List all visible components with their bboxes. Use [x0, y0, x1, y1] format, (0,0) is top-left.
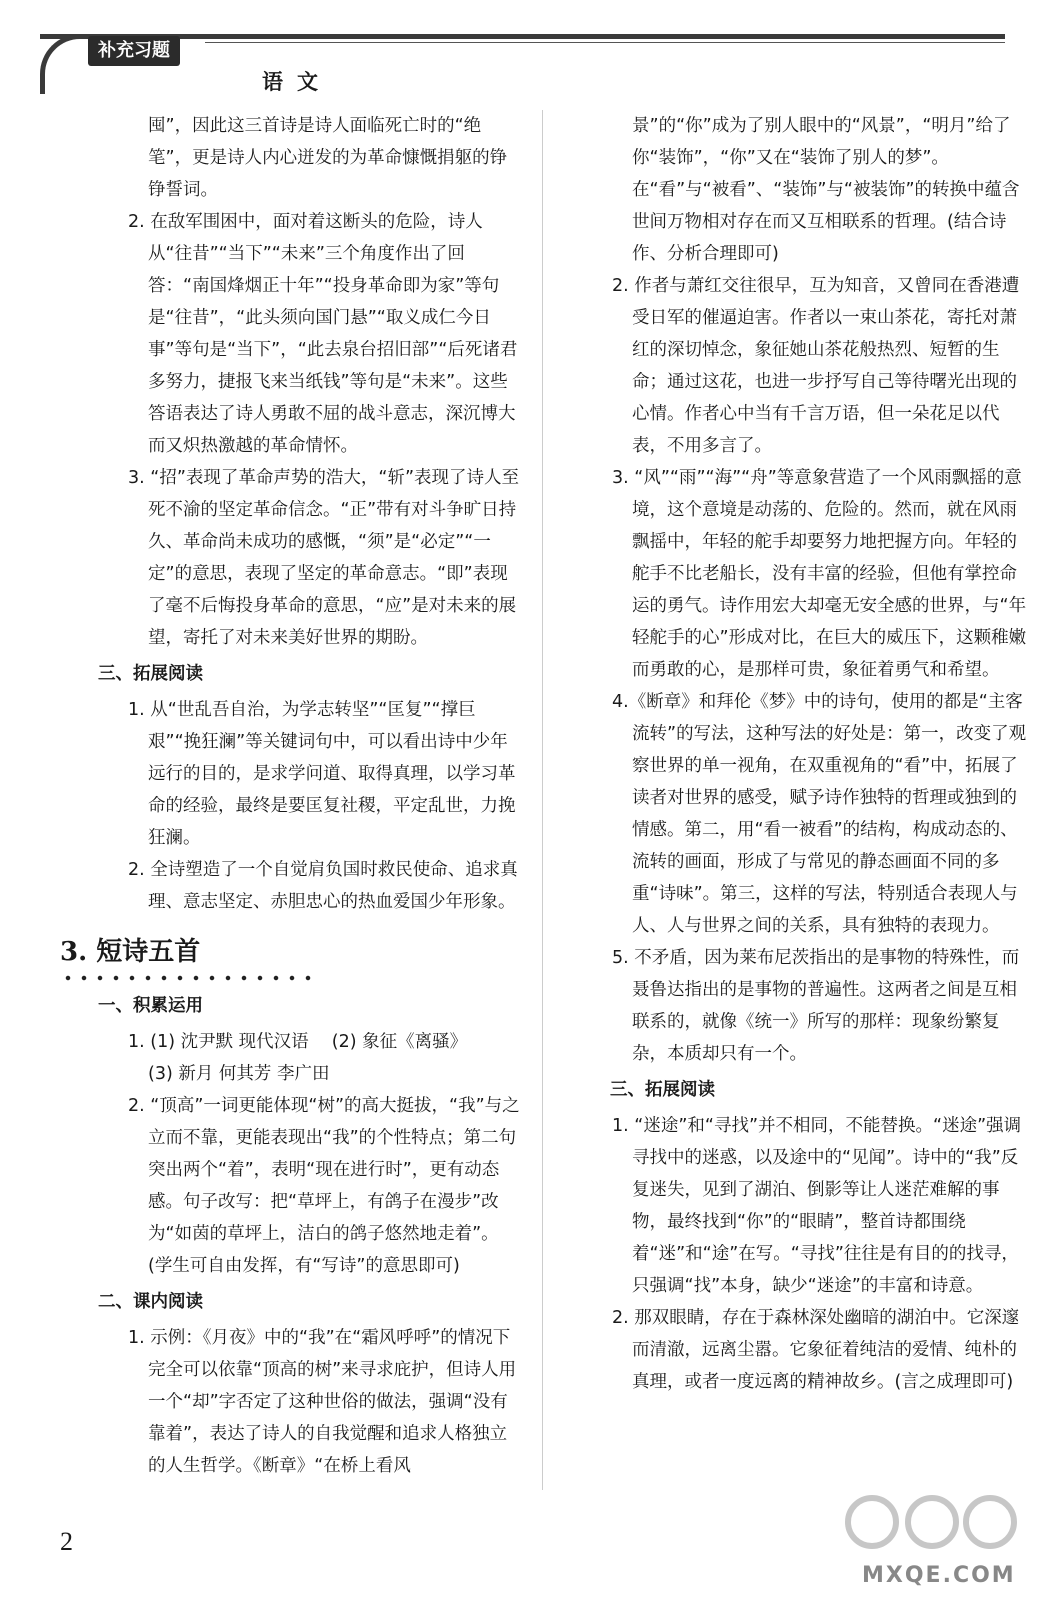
lesson-title-dotted-rule [60, 972, 320, 984]
answer-line: (3) 新月 何其芳 李广田 [148, 1064, 330, 1084]
section-heading: 一、积累运用 [98, 996, 203, 1016]
continued-text: 景”的“你”成为了别人眼中的“风景”，“明月”给了你“装饰”，“你”又在“装饰了别人的梦”。在“看”与“被看”、“装饰”与“被装饰”的转换中蕴含世间万物相对存在而又互相联系的哲理。(结合诗作、分析合理即可) [632, 116, 1020, 264]
answer-item: 5. 不矛盾，因为莱布尼茨指出的是事物的特殊性，而聂鲁达指出的是事物的普遍性。这两者之间是互相联系的，就像《统一》所写的那样：现象纷繁复杂，本质却只有一个。 [612, 948, 1020, 1064]
header-subject: 语文 [262, 70, 332, 94]
header-rule-thin [205, 42, 1005, 43]
answer-item: 1. 从“世乱吾自治，为学志转坚”“匡复”“撑巨艰”“挽狂澜”等关键词句中，可以看出诗中少年远行的目的，是求学问道、取得真理，以学习革命的经验，最终是要匡复社稷，平定乱世，力挽狂澜。 [128, 700, 516, 848]
answer-item: 1. (1) 沈尹默 现代汉语 (2) 象征《离骚》 [128, 1032, 468, 1052]
column-divider [542, 110, 543, 1490]
section-heading: 三、拓展阅读 [98, 664, 203, 684]
section-heading: 二、课内阅读 [98, 1292, 203, 1312]
answer-item: 2. “顶高”一词更能体现“树”的高大挺拔，“我”与之立而不靠，更能表现出“我”的个性特点；第二句突出两个“着”，表明“现在进行时”，更有动态感。句子改写：把“草坪上，有鸽子在漫步”改为“如茵的草坪上，洁白的鸽子悠然地走着”。(学生可自由发挥，有“写诗”的意思即可) [128, 1096, 520, 1276]
answer-item: 2. 全诗塑造了一个自觉肩负国时救民使命、追求真理、意志坚定、赤胆忠心的热血爱国少年形象。 [128, 860, 518, 912]
right-column [570, 110, 1030, 1398]
answer-item: 4.《断章》和拜伦《梦》中的诗句，使用的都是“主客流转”的写法，这种写法的好处是：第一，改变了观察世界的单一视角，在双重视角的“看”中，拓展了读者对世界的感受，赋予诗作独特的哲理或独到的情感。第二，用“看一被看”的结构，构成动态的、流转的画面，形成了与常见的静态画面不同的多重“诗味”。第三，这样的写法，特别适合表现人与人、人与世界之间的关系，具有独特的表现力。 [612, 692, 1027, 936]
answer-item: 3. “招”表现了革命声势的浩大，“斩”表现了诗人至死不渝的坚定革命信念。“正”带有对斗争旷日持久、革命尚未成功的感慨，“须”是“必定”“一定”的意思，表现了坚定的革命意志。“即”表现了毫不后悔投身革命的意思，“应”是对未来的展望，寄托了对未来美好世界的期盼。 [128, 468, 520, 648]
answer-item: 1. “迷途”和“寻找”并不相同，不能替换。“迷途”强调寻找中的迷惑，以及途中的“见闻”。诗中的“我”反复迷失，见到了湖泊、倒影等让人迷茫难解的事物，最终找到“你”的“眼睛”，整首诗都围绕着“迷”和“途”在写。“寻找”往往是有目的的找寻，只强调“找”本身，缺少“迷途”的丰富和诗意。 [612, 1116, 1022, 1296]
answer-item: 2. 在敌军围困中，面对着这断头的危险，诗人从“往昔”“当下”“未来”三个角度作出了回答：“南国烽烟正十年”“投身革命即为家”等句是“往昔”，“此头须向国门悬”“取义成仁今日事”等句是“当下”，“此去泉台招旧部”“后死诸君多努力，捷报飞来当纸钱”等句是“未来”。这些答语表达了诗人勇敢不屈的战斗意志，深沉博大而又炽热激越的革命情怀。 [128, 212, 518, 456]
answer-item: 3. “风”“雨”“海”“舟”等意象营造了一个风雨飘摇的意境，这个意境是动荡的、危险的。然而，就在风雨飘摇中，年轻的舵手却要努力地把握方向。年轻的舵手不比老船长，没有丰富的经验，但他有掌控命运的勇气。诗作用宏大却毫无安全感的世界，与“年轻舵手的心”形成对比，在巨大的威压下，这颗稚嫩而勇敢的心，是那样可贵，象征着勇气和希望。 [612, 468, 1027, 680]
section-heading: 三、拓展阅读 [610, 1080, 715, 1100]
answer-item: 1. 示例：《月夜》中的“我”在“霜风呼呼”的情况下完全可以依靠“顶高的树”来寻求庇护，但诗人用一个“却”字否定了这种世俗的做法，强调“没有靠着”，表达了诗人的自我觉醒和追求人格独立的人生哲学。《断章》“在桥上看风 [128, 1328, 517, 1476]
header-badge: 补充习题 [88, 36, 180, 66]
lesson-title: 3. 短诗五首 [60, 937, 201, 967]
answer-item: 2. 那双眼睛，存在于森林深处幽暗的湖泊中。它深邃而清澈，远离尘嚣。它象征着纯洁的爱情、纯朴的真理，或者一度远离的精神故乡。(言之成理即可) [612, 1308, 1020, 1392]
continued-text: 囤”，因此这三首诗是诗人面临死亡时的“绝笔”，更是诗人内心迸发的为革命慷慨捐躯的铮铮誓词。 [148, 116, 508, 200]
page-number: 2 [60, 1527, 73, 1556]
watermark-domain: MXQE.COM [862, 1563, 1016, 1588]
left-column [60, 110, 520, 1482]
answer-item: 2. 作者与萧红交往很早，互为知音，又曾同在香港遭受日军的催逼迫害。作者以一束山茶花，寄托对萧红的深切悼念，象征她山茶花般热烈、短暂的生命；通过这花，也进一步抒写自己等待曙光出现的心情。作者心中当有千言万语，但一朵花足以代表，不用多言了。 [612, 276, 1020, 456]
header-rule [40, 34, 1005, 39]
